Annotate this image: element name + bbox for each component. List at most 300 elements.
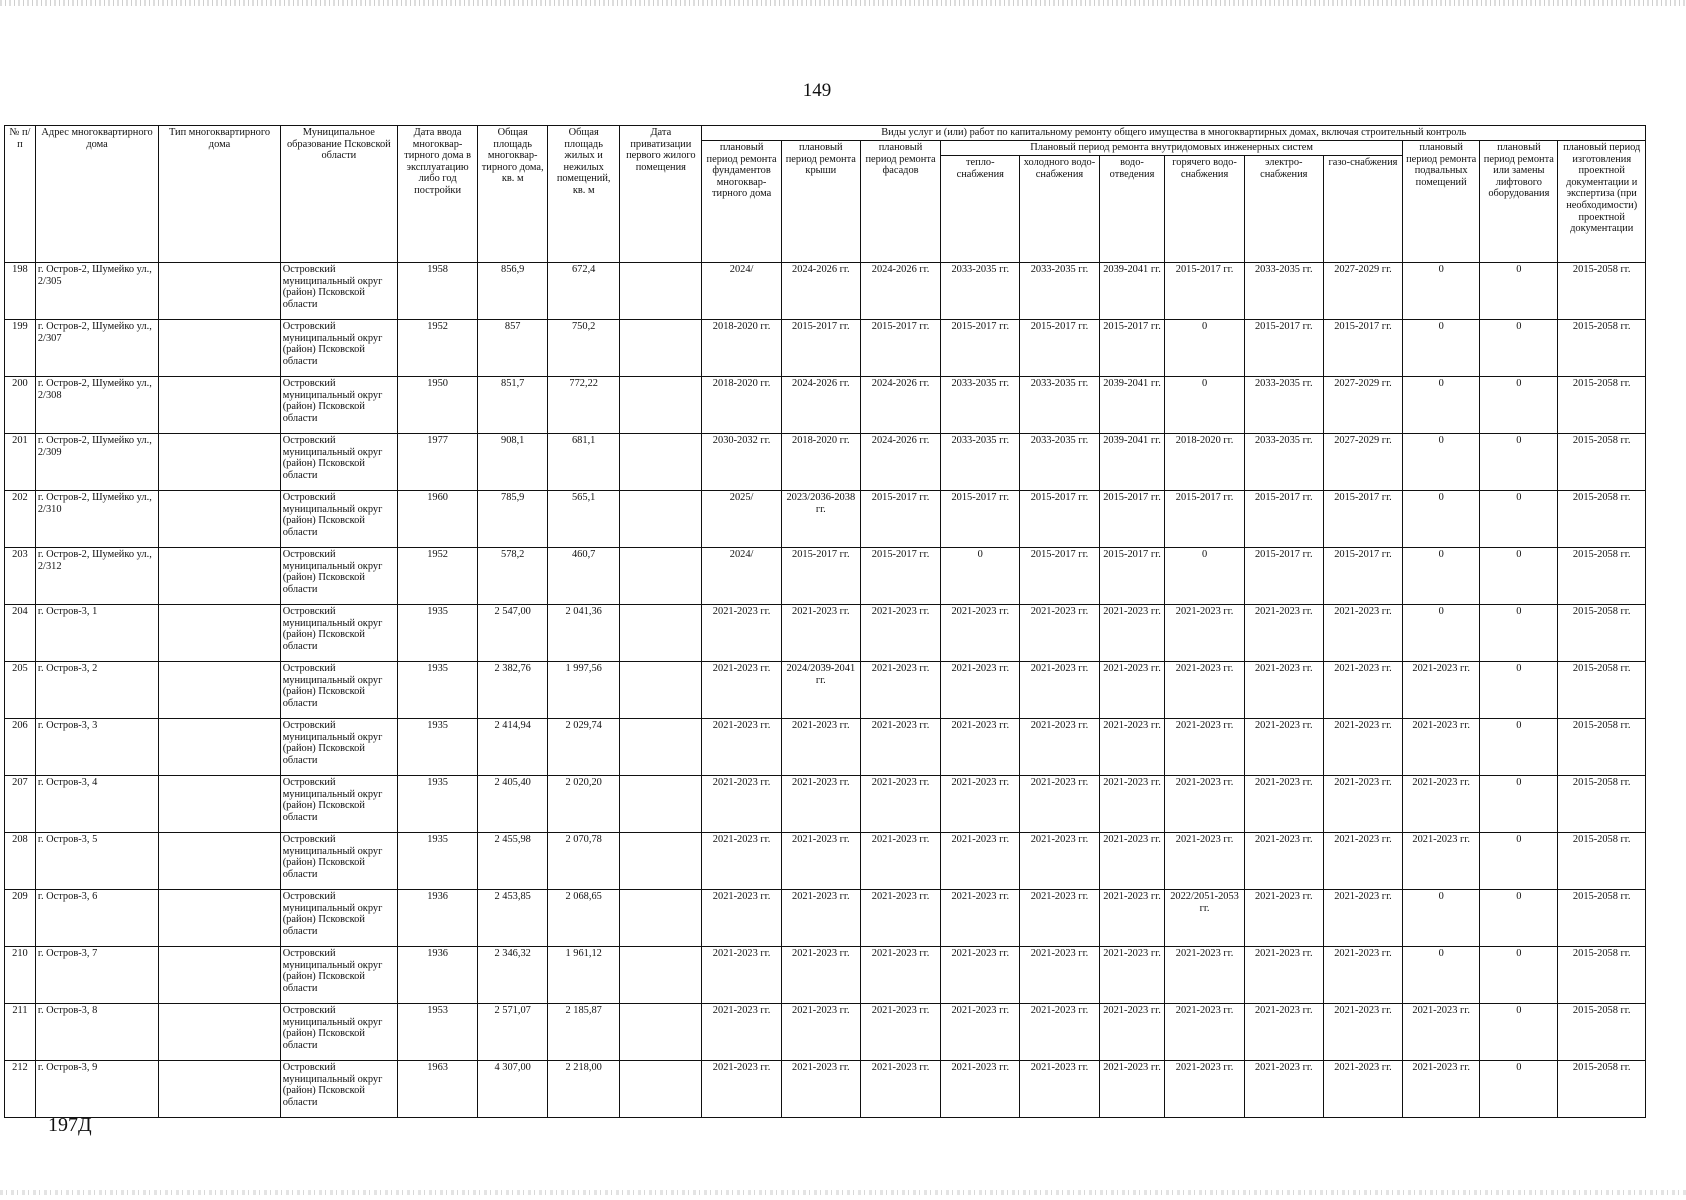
cell-address: г. Остров-3, 3 xyxy=(35,719,158,776)
cell-total-area: 4 307,00 xyxy=(478,1061,548,1118)
cell-address: г. Остров-2, Шумейко ул., 2/307 xyxy=(35,320,158,377)
cell-privatization xyxy=(620,434,702,491)
cell-design: 2015-2058 гг. xyxy=(1558,263,1646,320)
cell-living-area: 772,22 xyxy=(548,377,620,434)
cell-privatization xyxy=(620,605,702,662)
header-electric: электро-снабжения xyxy=(1244,156,1323,263)
cell-address: г. Остров-3, 1 xyxy=(35,605,158,662)
cell-type xyxy=(159,605,280,662)
cell-elevator: 0 xyxy=(1480,1061,1558,1118)
cell-year: 1958 xyxy=(397,263,477,320)
cell-total-area: 2 346,32 xyxy=(478,947,548,1004)
cell-total-area: 2 571,07 xyxy=(478,1004,548,1061)
cell-hot-water: 2021-2023 гг. xyxy=(1165,833,1244,890)
cell-foundation: 2021-2023 гг. xyxy=(702,947,781,1004)
cell-foundation: 2024/ xyxy=(702,548,781,605)
cell-electric: 2015-2017 гг. xyxy=(1244,320,1323,377)
cell-elevator: 0 xyxy=(1480,719,1558,776)
cell-basement: 0 xyxy=(1403,890,1480,947)
cell-hot-water: 0 xyxy=(1165,320,1244,377)
cell-basement: 0 xyxy=(1403,263,1480,320)
scan-edge-top xyxy=(0,0,1686,6)
cell-municipality: Островский муниципальный округ (район) Псковской области xyxy=(280,491,397,548)
cell-roof: 2021-2023 гг. xyxy=(781,947,860,1004)
cell-electric: 2021-2023 гг. xyxy=(1244,662,1323,719)
cell-facade: 2015-2017 гг. xyxy=(860,320,940,377)
cell-facade: 2021-2023 гг. xyxy=(860,776,940,833)
cell-foundation: 2021-2023 гг. xyxy=(702,776,781,833)
cell-year: 1960 xyxy=(397,491,477,548)
cell-year: 1952 xyxy=(397,548,477,605)
cell-basement: 0 xyxy=(1403,548,1480,605)
cell-living-area: 565,1 xyxy=(548,491,620,548)
cell-foundation: 2021-2023 гг. xyxy=(702,605,781,662)
cell-type xyxy=(159,719,280,776)
cell-facade: 2021-2023 гг. xyxy=(860,890,940,947)
cell-cold-water: 2021-2023 гг. xyxy=(1020,1004,1099,1061)
cell-type xyxy=(159,1004,280,1061)
cell-hot-water: 2021-2023 гг. xyxy=(1165,1061,1244,1118)
cell-cold-water: 2021-2023 гг. xyxy=(1020,776,1099,833)
cell-heat: 2021-2023 гг. xyxy=(941,776,1020,833)
cell-cold-water: 2033-2035 гг. xyxy=(1020,263,1099,320)
header-municipality: Муниципальное образование Псковской области xyxy=(280,126,397,263)
cell-living-area: 672,4 xyxy=(548,263,620,320)
cell-gas: 2021-2023 гг. xyxy=(1323,833,1402,890)
cell-foundation: 2021-2023 гг. xyxy=(702,662,781,719)
cell-gas: 2015-2017 гг. xyxy=(1323,548,1402,605)
cell-sewer: 2021-2023 гг. xyxy=(1099,1004,1165,1061)
cell-sewer: 2021-2023 гг. xyxy=(1099,1061,1165,1118)
cell-living-area: 460,7 xyxy=(548,548,620,605)
cell-year: 1936 xyxy=(397,947,477,1004)
cell-elevator: 0 xyxy=(1480,776,1558,833)
cell-electric: 2021-2023 гг. xyxy=(1244,890,1323,947)
cell-sewer: 2039-2041 гг. xyxy=(1099,434,1165,491)
cell-roof: 2018-2020 гг. xyxy=(781,434,860,491)
cell-design: 2015-2058 гг. xyxy=(1558,890,1646,947)
cell-foundation: 2021-2023 гг. xyxy=(702,833,781,890)
cell-cold-water: 2021-2023 гг. xyxy=(1020,605,1099,662)
header-sewer: водо-отведения xyxy=(1099,156,1165,263)
cell-heat: 2021-2023 гг. xyxy=(941,719,1020,776)
cell-num: 203 xyxy=(5,548,36,605)
cell-roof: 2024-2026 гг. xyxy=(781,263,860,320)
cell-heat: 2021-2023 гг. xyxy=(941,605,1020,662)
cell-address: г. Остров-3, 5 xyxy=(35,833,158,890)
cell-basement: 0 xyxy=(1403,491,1480,548)
cell-gas: 2021-2023 гг. xyxy=(1323,947,1402,1004)
cell-design: 2015-2058 гг. xyxy=(1558,548,1646,605)
capital-repair-table xyxy=(4,125,1646,1118)
cell-heat: 2021-2023 гг. xyxy=(941,1004,1020,1061)
cell-sewer: 2021-2023 гг. xyxy=(1099,776,1165,833)
cell-address: г. Остров-3, 4 xyxy=(35,776,158,833)
cell-municipality: Островский муниципальный округ (район) Псковской области xyxy=(280,833,397,890)
cell-address: г. Остров-2, Шумейко ул., 2/312 xyxy=(35,548,158,605)
cell-basement: 0 xyxy=(1403,377,1480,434)
cell-electric: 2015-2017 гг. xyxy=(1244,491,1323,548)
cell-type xyxy=(159,890,280,947)
cell-basement: 2021-2023 гг. xyxy=(1403,719,1480,776)
cell-cold-water: 2015-2017 гг. xyxy=(1020,491,1099,548)
cell-sewer: 2021-2023 гг. xyxy=(1099,890,1165,947)
cell-facade: 2021-2023 гг. xyxy=(860,662,940,719)
cell-elevator: 0 xyxy=(1480,434,1558,491)
cell-electric: 2033-2035 гг. xyxy=(1244,434,1323,491)
cell-electric: 2021-2023 гг. xyxy=(1244,776,1323,833)
cell-hot-water: 0 xyxy=(1165,548,1244,605)
cell-sewer: 2015-2017 гг. xyxy=(1099,320,1165,377)
cell-foundation: 2021-2023 гг. xyxy=(702,719,781,776)
cell-total-area: 2 414,94 xyxy=(478,719,548,776)
cell-total-area: 851,7 xyxy=(478,377,548,434)
cell-address: г. Остров-2, Шумейко ул., 2/305 xyxy=(35,263,158,320)
cell-gas: 2015-2017 гг. xyxy=(1323,491,1402,548)
cell-sewer: 2021-2023 гг. xyxy=(1099,719,1165,776)
cell-type xyxy=(159,947,280,1004)
cell-heat: 2033-2035 гг. xyxy=(941,434,1020,491)
cell-design: 2015-2058 гг. xyxy=(1558,605,1646,662)
header-roof: плановый период ремонта крыши xyxy=(781,141,860,263)
cell-privatization xyxy=(620,890,702,947)
cell-roof: 2021-2023 гг. xyxy=(781,833,860,890)
cell-heat: 2015-2017 гг. xyxy=(941,320,1020,377)
cell-privatization xyxy=(620,548,702,605)
cell-address: г. Остров-3, 2 xyxy=(35,662,158,719)
header-works-group: Виды услуг и (или) работ по капитальному ремонту общего имущества в многоквартирных домах, включая строительный контроль xyxy=(702,126,1646,141)
header-basement: плановый период ремонта подвальных помещений xyxy=(1403,141,1480,263)
cell-elevator: 0 xyxy=(1480,548,1558,605)
cell-living-area: 1 961,12 xyxy=(548,947,620,1004)
cell-foundation: 2021-2023 гг. xyxy=(702,1004,781,1061)
cell-electric: 2015-2017 гг. xyxy=(1244,548,1323,605)
cell-year: 1963 xyxy=(397,1061,477,1118)
cell-num: 212 xyxy=(5,1061,36,1118)
cell-hot-water: 2021-2023 гг. xyxy=(1165,947,1244,1004)
cell-electric: 2021-2023 гг. xyxy=(1244,719,1323,776)
cell-hot-water: 2021-2023 гг. xyxy=(1165,719,1244,776)
cell-roof: 2021-2023 гг. xyxy=(781,605,860,662)
cell-cold-water: 2021-2023 гг. xyxy=(1020,1061,1099,1118)
header-commission-date: Дата ввода многоквар-тирного дома в эксплуатацию либо год постройки xyxy=(397,126,477,263)
cell-municipality: Островский муниципальный округ (район) Псковской области xyxy=(280,1004,397,1061)
cell-cold-water: 2033-2035 гг. xyxy=(1020,377,1099,434)
cell-roof: 2015-2017 гг. xyxy=(781,320,860,377)
header-type: Тип многоквартирного дома xyxy=(159,126,280,263)
cell-heat: 2021-2023 гг. xyxy=(941,890,1020,947)
cell-privatization xyxy=(620,947,702,1004)
cell-electric: 2033-2035 гг. xyxy=(1244,377,1323,434)
cell-type xyxy=(159,434,280,491)
cell-design: 2015-2058 гг. xyxy=(1558,320,1646,377)
cell-hot-water: 2015-2017 гг. xyxy=(1165,491,1244,548)
cell-gas: 2021-2023 гг. xyxy=(1323,662,1402,719)
cell-privatization xyxy=(620,833,702,890)
cell-sewer: 2021-2023 гг. xyxy=(1099,662,1165,719)
cell-elevator: 0 xyxy=(1480,491,1558,548)
cell-address: г. Остров-3, 7 xyxy=(35,947,158,1004)
header-living-area: Общая площадь жилых и нежилых помещений, кв. м xyxy=(548,126,620,263)
cell-address: г. Остров-3, 6 xyxy=(35,890,158,947)
cell-num: 204 xyxy=(5,605,36,662)
cell-privatization xyxy=(620,1004,702,1061)
cell-municipality: Островский муниципальный округ (район) Псковской области xyxy=(280,662,397,719)
scan-edge-bottom xyxy=(0,1190,1686,1195)
cell-foundation: 2018-2020 гг. xyxy=(702,377,781,434)
cell-gas: 2021-2023 гг. xyxy=(1323,719,1402,776)
cell-sewer: 2021-2023 гг. xyxy=(1099,605,1165,662)
cell-design: 2015-2058 гг. xyxy=(1558,1004,1646,1061)
table-row xyxy=(5,1061,1646,1118)
cell-cold-water: 2021-2023 гг. xyxy=(1020,662,1099,719)
cell-hot-water: 2021-2023 гг. xyxy=(1165,1004,1244,1061)
cell-type xyxy=(159,491,280,548)
cell-gas: 2021-2023 гг. xyxy=(1323,776,1402,833)
cell-total-area: 2 455,98 xyxy=(478,833,548,890)
cell-cold-water: 2021-2023 гг. xyxy=(1020,719,1099,776)
cell-type xyxy=(159,833,280,890)
cell-privatization xyxy=(620,377,702,434)
cell-municipality: Островский муниципальный округ (район) Псковской области xyxy=(280,320,397,377)
cell-address: г. Остров-2, Шумейко ул., 2/310 xyxy=(35,491,158,548)
cell-basement: 0 xyxy=(1403,434,1480,491)
table-row xyxy=(5,833,1646,890)
cell-basement: 2021-2023 гг. xyxy=(1403,833,1480,890)
cell-living-area: 1 997,56 xyxy=(548,662,620,719)
cell-facade: 2021-2023 гг. xyxy=(860,719,940,776)
cell-sewer: 2021-2023 гг. xyxy=(1099,947,1165,1004)
cell-electric: 2021-2023 гг. xyxy=(1244,833,1323,890)
table-row xyxy=(5,434,1646,491)
table-row xyxy=(5,320,1646,377)
header-facade: плановый период ремонта фасадов xyxy=(860,141,940,263)
cell-cold-water: 2033-2035 гг. xyxy=(1020,434,1099,491)
cell-heat: 2033-2035 гг. xyxy=(941,377,1020,434)
table-row xyxy=(5,776,1646,833)
cell-hot-water: 0 xyxy=(1165,377,1244,434)
cell-municipality: Островский муниципальный округ (район) Псковской области xyxy=(280,947,397,1004)
cell-total-area: 908,1 xyxy=(478,434,548,491)
cell-foundation: 2025/ xyxy=(702,491,781,548)
cell-design: 2015-2058 гг. xyxy=(1558,434,1646,491)
cell-heat: 2021-2023 гг. xyxy=(941,662,1020,719)
cell-facade: 2024-2026 гг. xyxy=(860,263,940,320)
cell-year: 1935 xyxy=(397,776,477,833)
cell-cold-water: 2015-2017 гг. xyxy=(1020,548,1099,605)
cell-year: 1935 xyxy=(397,833,477,890)
cell-heat: 2021-2023 гг. xyxy=(941,947,1020,1004)
cell-num: 207 xyxy=(5,776,36,833)
header-engineering-group: Плановый период ремонта внутридомовых инженерных систем xyxy=(941,141,1403,156)
cell-cold-water: 2015-2017 гг. xyxy=(1020,320,1099,377)
cell-living-area: 2 218,00 xyxy=(548,1061,620,1118)
cell-electric: 2021-2023 гг. xyxy=(1244,1061,1323,1118)
cell-foundation: 2021-2023 гг. xyxy=(702,890,781,947)
cell-type xyxy=(159,662,280,719)
cell-municipality: Островский муниципальный округ (район) Псковской области xyxy=(280,1061,397,1118)
cell-roof: 2021-2023 гг. xyxy=(781,1004,860,1061)
cell-basement: 0 xyxy=(1403,605,1480,662)
cell-num: 201 xyxy=(5,434,36,491)
header-num: № п/п xyxy=(5,126,36,263)
cell-heat: 2021-2023 гг. xyxy=(941,1061,1020,1118)
cell-basement: 2021-2023 гг. xyxy=(1403,1061,1480,1118)
cell-elevator: 0 xyxy=(1480,833,1558,890)
cell-municipality: Островский муниципальный округ (район) Псковской области xyxy=(280,377,397,434)
cell-address: г. Остров-2, Шумейко ул., 2/309 xyxy=(35,434,158,491)
cell-num: 211 xyxy=(5,1004,36,1061)
cell-gas: 2027-2029 гг. xyxy=(1323,263,1402,320)
header-foundation: плановый период ремонта фундаментов многоквар-тирного дома xyxy=(702,141,781,263)
header-cold-water: холодного водо-снабжения xyxy=(1020,156,1099,263)
cell-hot-water: 2015-2017 гг. xyxy=(1165,263,1244,320)
cell-heat: 0 xyxy=(941,548,1020,605)
cell-cold-water: 2021-2023 гг. xyxy=(1020,947,1099,1004)
cell-facade: 2015-2017 гг. xyxy=(860,491,940,548)
cell-type xyxy=(159,1061,280,1118)
cell-living-area: 681,1 xyxy=(548,434,620,491)
cell-facade: 2015-2017 гг. xyxy=(860,548,940,605)
cell-total-area: 2 382,76 xyxy=(478,662,548,719)
cell-total-area: 2 547,00 xyxy=(478,605,548,662)
cell-facade: 2024-2026 гг. xyxy=(860,434,940,491)
cell-facade: 2021-2023 гг. xyxy=(860,833,940,890)
header-heat: тепло-снабжения xyxy=(941,156,1020,263)
cell-roof: 2021-2023 гг. xyxy=(781,1061,860,1118)
cell-gas: 2027-2029 гг. xyxy=(1323,377,1402,434)
cell-gas: 2021-2023 гг. xyxy=(1323,890,1402,947)
cell-heat: 2021-2023 гг. xyxy=(941,833,1020,890)
document-code: 197Д xyxy=(48,1114,92,1136)
cell-basement: 2021-2023 гг. xyxy=(1403,776,1480,833)
cell-municipality: Островский муниципальный округ (район) Псковской области xyxy=(280,719,397,776)
cell-year: 1935 xyxy=(397,719,477,776)
cell-total-area: 2 453,85 xyxy=(478,890,548,947)
cell-design: 2015-2058 гг. xyxy=(1558,491,1646,548)
cell-heat: 2015-2017 гг. xyxy=(941,491,1020,548)
cell-facade: 2024-2026 гг. xyxy=(860,377,940,434)
cell-basement: 0 xyxy=(1403,320,1480,377)
cell-elevator: 0 xyxy=(1480,662,1558,719)
cell-roof: 2021-2023 гг. xyxy=(781,719,860,776)
cell-year: 1977 xyxy=(397,434,477,491)
cell-year: 1953 xyxy=(397,1004,477,1061)
cell-sewer: 2039-2041 гг. xyxy=(1099,263,1165,320)
cell-num: 199 xyxy=(5,320,36,377)
cell-num: 200 xyxy=(5,377,36,434)
cell-municipality: Островский муниципальный округ (район) Псковской области xyxy=(280,434,397,491)
cell-num: 209 xyxy=(5,890,36,947)
header-address: Адрес многоквартирного дома xyxy=(35,126,158,263)
header-design-docs: плановый период изготовления проектной документации и экспертиза (при необходимости) проектной документации xyxy=(1558,141,1646,263)
cell-sewer: 2015-2017 гг. xyxy=(1099,548,1165,605)
cell-type xyxy=(159,320,280,377)
cell-type xyxy=(159,263,280,320)
cell-design: 2015-2058 гг. xyxy=(1558,776,1646,833)
cell-electric: 2021-2023 гг. xyxy=(1244,1004,1323,1061)
cell-sewer: 2039-2041 гг. xyxy=(1099,377,1165,434)
table-row xyxy=(5,263,1646,320)
cell-total-area: 578,2 xyxy=(478,548,548,605)
cell-cold-water: 2021-2023 гг. xyxy=(1020,890,1099,947)
header-gas: газо-снабжения xyxy=(1323,156,1402,263)
cell-hot-water: 2021-2023 гг. xyxy=(1165,605,1244,662)
cell-privatization xyxy=(620,776,702,833)
table-row xyxy=(5,491,1646,548)
cell-privatization xyxy=(620,320,702,377)
cell-electric: 2021-2023 гг. xyxy=(1244,947,1323,1004)
cell-year: 1935 xyxy=(397,605,477,662)
table-row xyxy=(5,377,1646,434)
cell-roof: 2021-2023 гг. xyxy=(781,890,860,947)
cell-foundation: 2030-2032 гг. xyxy=(702,434,781,491)
cell-design: 2015-2058 гг. xyxy=(1558,1061,1646,1118)
header-total-area: Общая площадь многоквар-тирного дома, кв. м xyxy=(478,126,548,263)
cell-electric: 2033-2035 гг. xyxy=(1244,263,1323,320)
cell-design: 2015-2058 гг. xyxy=(1558,377,1646,434)
cell-roof: 2024/2039-2041 гг. xyxy=(781,662,860,719)
header-elevator: плановый период ремонта или замены лифтового оборудования xyxy=(1480,141,1558,263)
cell-gas: 2021-2023 гг. xyxy=(1323,1004,1402,1061)
cell-num: 198 xyxy=(5,263,36,320)
cell-year: 1936 xyxy=(397,890,477,947)
cell-num: 206 xyxy=(5,719,36,776)
cell-municipality: Островский муниципальный округ (район) Псковской области xyxy=(280,776,397,833)
cell-design: 2015-2058 гг. xyxy=(1558,662,1646,719)
cell-roof: 2023/2036-2038 гг. xyxy=(781,491,860,548)
cell-basement: 2021-2023 гг. xyxy=(1403,662,1480,719)
cell-hot-water: 2021-2023 гг. xyxy=(1165,662,1244,719)
cell-num: 202 xyxy=(5,491,36,548)
cell-sewer: 2015-2017 гг. xyxy=(1099,491,1165,548)
cell-living-area: 2 029,74 xyxy=(548,719,620,776)
cell-address: г. Остров-2, Шумейко ул., 2/308 xyxy=(35,377,158,434)
cell-elevator: 0 xyxy=(1480,377,1558,434)
cell-privatization xyxy=(620,662,702,719)
cell-type xyxy=(159,776,280,833)
cell-total-area: 856,9 xyxy=(478,263,548,320)
cell-total-area: 785,9 xyxy=(478,491,548,548)
cell-elevator: 0 xyxy=(1480,320,1558,377)
header-hot-water: горячего водо-снабжения xyxy=(1165,156,1244,263)
table-row xyxy=(5,605,1646,662)
cell-gas: 2015-2017 гг. xyxy=(1323,320,1402,377)
cell-privatization xyxy=(620,1061,702,1118)
table-row xyxy=(5,890,1646,947)
page-number: 149 xyxy=(802,80,832,101)
cell-gas: 2021-2023 гг. xyxy=(1323,1061,1402,1118)
table-row xyxy=(5,662,1646,719)
table-body xyxy=(5,263,1646,1118)
cell-year: 1950 xyxy=(397,377,477,434)
cell-living-area: 2 185,87 xyxy=(548,1004,620,1061)
cell-privatization xyxy=(620,263,702,320)
cell-facade: 2021-2023 гг. xyxy=(860,947,940,1004)
cell-elevator: 0 xyxy=(1480,947,1558,1004)
cell-num: 208 xyxy=(5,833,36,890)
cell-address: г. Остров-3, 8 xyxy=(35,1004,158,1061)
cell-foundation: 2018-2020 гг. xyxy=(702,320,781,377)
cell-elevator: 0 xyxy=(1480,263,1558,320)
cell-living-area: 2 068,65 xyxy=(548,890,620,947)
cell-num: 210 xyxy=(5,947,36,1004)
cell-elevator: 0 xyxy=(1480,605,1558,662)
cell-sewer: 2021-2023 гг. xyxy=(1099,833,1165,890)
cell-year: 1952 xyxy=(397,320,477,377)
cell-living-area: 2 041,36 xyxy=(548,605,620,662)
cell-privatization xyxy=(620,491,702,548)
